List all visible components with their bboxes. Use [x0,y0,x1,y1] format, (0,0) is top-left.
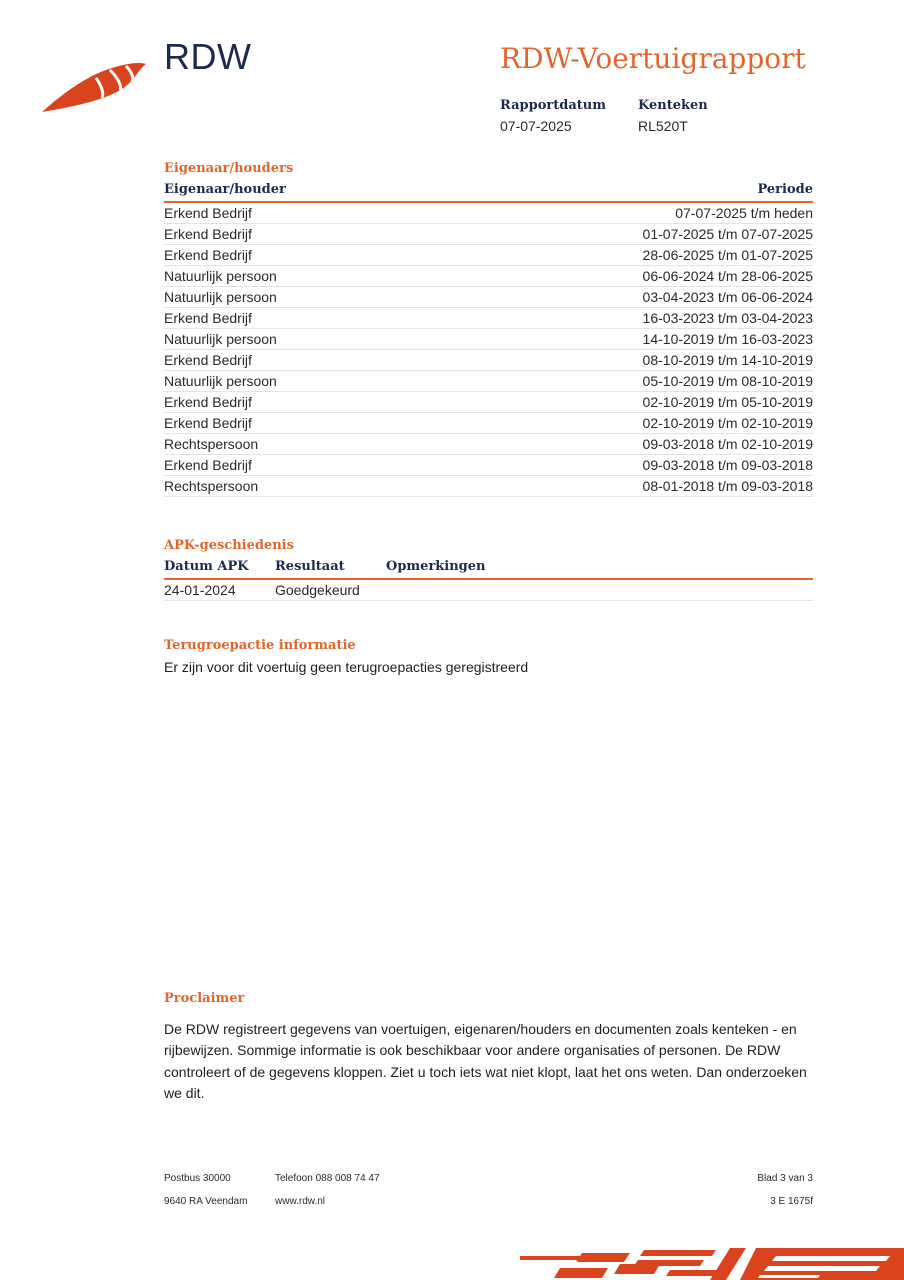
owner-type: Erkend Bedrijf [164,310,252,326]
footer-phone: Telefoon 088 008 74 47 [275,1173,380,1184]
owners-section-title: Eigenaar/houders [164,161,294,176]
footer-page-number: Blad 3 van 3 [757,1173,813,1184]
footer-code: 3 E 1675f [770,1196,813,1207]
table-row [164,245,813,266]
table-row [164,476,813,497]
table-row [164,350,813,371]
apk-table [164,558,813,601]
owner-type: Erkend Bedrijf [164,226,252,242]
disclaimer-line: controleert of de gegevens kloppen. Ziet u toch iets wat niet klopt, laat het ons weten. Dan onderzoeken [164,1063,807,1080]
owner-type: Erkend Bedrijf [164,247,252,263]
recall-section-title: Terugroepactie informatie [164,638,356,653]
owner-type: Erkend Bedrijf [164,415,252,431]
owners-table [164,181,813,497]
owners-col-owner: Eigenaar/houder [164,182,286,197]
owners-table-header [164,181,813,203]
apk-date: 24-01-2024 [164,582,236,598]
owner-type: Erkend Bedrijf [164,457,252,473]
footer-website[interactable]: www.rdw.nl [275,1196,326,1207]
owner-period: 28-06-2025 t/m 01-07-2025 [642,247,813,263]
table-row [164,308,813,329]
owner-period: 06-06-2024 t/m 28-06-2025 [642,268,813,284]
decorative-stripes-icon [520,1244,904,1280]
apk-result: Goedgekeurd [275,582,360,598]
recall-text: Er zijn voor dit voertuig geen terugroepacties geregistreerd [164,659,529,675]
owner-period: 02-10-2019 t/m 05-10-2019 [642,394,813,410]
apk-table-header [164,558,813,580]
owner-period: 07-07-2025 t/m heden [675,205,813,221]
table-row [164,413,813,434]
report-date-value: 07-07-2025 [500,118,572,134]
owner-type: Erkend Bedrijf [164,394,252,410]
apk-col-remarks: Opmerkingen [386,559,486,574]
table-row [164,203,813,224]
license-plate-value: RL520T [638,118,688,134]
apk-section-title: APK-geschiedenis [164,538,294,553]
owner-period: 16-03-2023 t/m 03-04-2023 [642,310,813,326]
footer-city: 9640 RA Veendam [164,1196,248,1207]
license-plate-label: Kenteken [638,98,708,113]
owner-period: 01-07-2025 t/m 07-07-2025 [642,226,813,242]
owner-type: Natuurlijk persoon [164,373,277,389]
owner-type: Natuurlijk persoon [164,331,277,347]
table-row [164,224,813,245]
table-row [164,392,813,413]
disclaimer-line: rijbewijzen. Sommige informatie is ook beschikbaar voor andere organisaties of personen. De RDW [164,1042,781,1059]
table-row [164,434,813,455]
owner-type: Rechtspersoon [164,478,259,494]
brand-name: RDW [164,36,252,77]
owner-type: Natuurlijk persoon [164,268,277,284]
owner-type: Rechtspersoon [164,436,259,452]
owner-period: 05-10-2019 t/m 08-10-2019 [642,373,813,389]
owner-period: 08-01-2018 t/m 09-03-2018 [642,478,813,494]
owner-type: Erkend Bedrijf [164,352,252,368]
owner-period: 08-10-2019 t/m 14-10-2019 [642,352,813,368]
table-row [164,266,813,287]
owners-col-period: Periode [757,182,813,197]
report-date-label: Rapportdatum [500,98,606,113]
apk-col-result: Resultaat [275,559,345,574]
footer-postbus: Postbus 30000 [164,1173,231,1184]
table-row [164,371,813,392]
owner-period: 02-10-2019 t/m 02-10-2019 [642,415,813,431]
owner-period: 09-03-2018 t/m 09-03-2018 [642,457,813,473]
table-row [164,287,813,308]
report-title: RDW-Voertuigrapport [500,42,806,75]
table-row [164,329,813,350]
table-row [164,455,813,476]
owner-period: 03-04-2023 t/m 06-06-2024 [642,289,813,305]
disclaimer-line: we dit. [164,1084,205,1101]
disclaimer-text [164,1019,824,1104]
apk-col-date: Datum APK [164,559,249,574]
owner-period: 09-03-2018 t/m 02-10-2019 [642,436,813,452]
owner-type: Natuurlijk persoon [164,289,277,305]
owner-period: 14-10-2019 t/m 16-03-2023 [642,331,813,347]
disclaimer-line: De RDW registreert gegevens van voertuigen, eigenaren/houders en documenten zoals kenteken - en [164,1021,797,1037]
table-row [164,580,813,601]
disclaimer-title: Proclaimer [164,991,245,1006]
owners-table-body [164,203,813,497]
owner-type: Erkend Bedrijf [164,205,252,221]
rdw-logo-icon [40,56,150,116]
